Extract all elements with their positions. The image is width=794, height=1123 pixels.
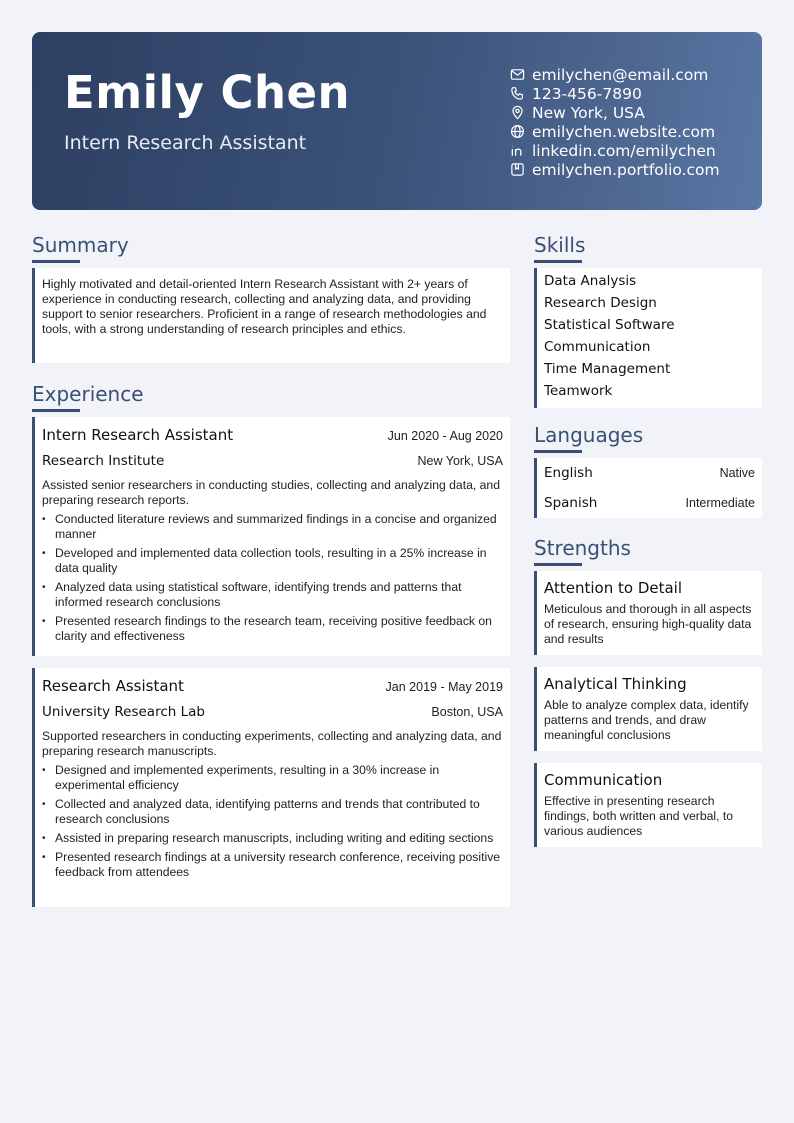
skill-item: Teamwork [544,383,613,399]
left-column [32,233,510,907]
languages-heading: Languages [534,423,762,453]
contact-linkedin[interactable] [510,141,720,160]
contact-email[interactable] [510,65,720,84]
experience-heading: Experience [32,382,510,412]
contact-website-text: emilychen.website.com [532,122,716,141]
strength-title: Analytical Thinking [544,675,687,693]
job-bullet: • Conducted literature reviews and summarized findings in a concise and organized manner [42,512,503,542]
language-row [544,458,755,488]
mail-icon [510,67,525,82]
contact-website[interactable] [510,122,720,141]
job-location: New York, USA [417,454,503,468]
job-bullet: • Designed and implemented experiments, resulting in a 30% increase in experimental efficiency [42,763,503,793]
globe-icon [510,124,525,139]
strengths-heading: Strengths [534,536,762,566]
contact-email-text: emilychen@email.com [532,65,709,84]
portfolio-icon [510,162,525,177]
skill-item: Communication [544,339,651,355]
job-dates: Jan 2019 - May 2019 [385,680,503,694]
job-organization: University Research Lab [42,704,205,720]
phone-icon [510,86,525,101]
job-title: Research Assistant [42,677,184,695]
strength-card [534,667,762,751]
language-level: Native [719,466,755,480]
skill-item: Data Analysis [544,273,637,289]
contact-portfolio-text: emilychen.portfolio.com [532,160,720,179]
job-bullet: • Presented research findings to the research team, receiving positive feedback on clarity and effectiveness [42,614,503,644]
linkedin-icon [510,143,525,158]
contact-linkedin-text: linkedin.com/emilychen [532,141,716,160]
summary-card [32,268,510,363]
skills-heading: Skills [534,233,762,263]
contact-phone[interactable] [510,84,720,103]
job-location: Boston, USA [431,705,503,719]
language-name: Spanish [544,495,598,511]
job-bullet-list [42,512,503,644]
job-dates: Jun 2020 - Aug 2020 [387,429,503,443]
skills-card [534,268,762,408]
job-description: Assisted senior researchers in conducting studies, collecting and analyzing data, and preparing research reports. [42,478,500,507]
language-name: English [544,465,593,481]
strength-title: Communication [544,771,663,789]
job-title: Intern Research Assistant [42,426,234,444]
job-bullet-list [42,763,503,880]
contact-portfolio[interactable] [510,160,720,179]
job-bullet: • Assisted in preparing research manuscripts, including writing and editing sections [42,831,503,846]
languages-card [534,458,762,518]
job-organization: Research Institute [42,453,165,469]
contact-phone-text: 123-456-7890 [532,84,642,103]
candidate-name: Emily Chen [64,66,351,119]
job-card [32,668,510,907]
job-card [32,417,510,656]
language-level: Intermediate [685,496,755,510]
contact-location [510,103,720,122]
strength-title: Attention to Detail [544,579,683,597]
right-column [534,233,762,847]
job-bullet: • Analyzed data using statistical software, identifying trends and patterns that informed research conclusions [42,580,503,610]
strength-card [534,763,762,847]
contact-location-text: New York, USA [532,103,645,122]
strength-description: Effective in presenting research findings, both written and verbal, to various audiences [544,794,734,838]
job-bullet: • Collected and analyzed data, identifying patterns and trends that contributed to research conclusions [42,797,503,827]
location-pin-icon [510,105,525,120]
summary-heading: Summary [32,233,510,263]
job-description: Supported researchers in conducting experiments, collecting and analyzing data, and preparing research manuscripts. [42,729,502,758]
job-bullet: • Developed and implemented data collection tools, resulting in a 25% increase in data quality [42,546,503,576]
strength-card [534,571,762,655]
summary-text: Highly motivated and detail-oriented Intern Research Assistant with 2+ years of experience in conducting research, collecting and analyzing data, and providing support to senior researchers. Proficient in a range of research methodologies and tools, with a strong understanding of research principles and ethics. [42,277,487,336]
strength-description: Meticulous and thorough in all aspects of research, ensuring high-quality data and results [544,602,752,646]
skill-item: Statistical Software [544,317,675,333]
strength-description: Able to analyze complex data, identify patterns and trends, and draw meaningful conclusions [544,698,749,742]
skill-item: Research Design [544,295,657,311]
resume-header [32,32,762,210]
candidate-role: Intern Research Assistant [64,132,307,154]
job-bullet: • Presented research findings at a university research conference, receiving positive feedback from attendees [42,850,503,880]
contact-list [510,65,720,179]
language-row [544,488,755,518]
skill-item: Time Management [544,361,671,377]
